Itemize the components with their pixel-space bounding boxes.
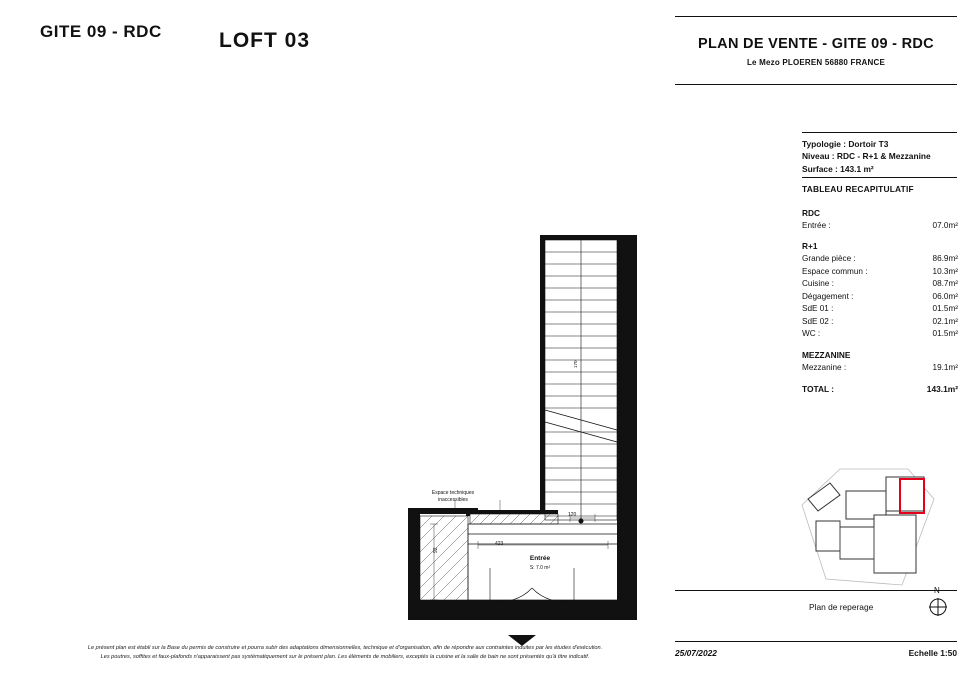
recap-table-title: TABLEAU RECAPITULATIF bbox=[802, 184, 914, 194]
plan-title: PLAN DE VENTE - GITE 09 - RDC bbox=[698, 36, 934, 52]
row-label: Entrée : bbox=[802, 221, 831, 230]
north-label: N bbox=[934, 586, 940, 595]
spacer bbox=[802, 374, 958, 383]
row-label: SdE 01 : bbox=[802, 304, 834, 314]
section-heading-r1: R+1 bbox=[802, 241, 818, 252]
row-value: 10.3m² bbox=[932, 266, 958, 276]
row-value: 08.7m² bbox=[932, 279, 958, 289]
table-row bbox=[802, 303, 958, 315]
row-value: 06.0m² bbox=[932, 291, 958, 301]
row-value: 01.5m² bbox=[932, 329, 958, 339]
right-info-panel bbox=[672, 0, 978, 676]
footnote-line-1: Le présent plan est établi sur la Base du permis de construire et pourra subir des adaptations dimensionnelles, technique et d'organisation, afin de répondre aux contraintes induites par les études d'exécution. bbox=[87, 645, 603, 651]
table-row bbox=[802, 266, 958, 278]
divider-info-bottom bbox=[802, 177, 957, 178]
row-label: SdE 02 : bbox=[802, 316, 834, 326]
dimension-stair: 170 bbox=[573, 360, 578, 368]
table-row-total bbox=[802, 383, 958, 396]
spacer bbox=[802, 232, 958, 241]
legal-footnote bbox=[50, 644, 640, 661]
divider-locator bbox=[675, 590, 957, 591]
info-surface: Surface : 143.1 m² bbox=[802, 163, 874, 174]
row-value: 19.1m² bbox=[932, 362, 958, 372]
table-row bbox=[802, 316, 958, 328]
row-value: 01.5m² bbox=[932, 304, 958, 314]
page-title-gite: GITE 09 - RDC bbox=[40, 22, 162, 41]
table-row bbox=[802, 253, 958, 265]
dimension-120: 120 bbox=[568, 512, 577, 518]
label-technical-space: Espace techniques inaccessibles bbox=[431, 490, 475, 503]
label-entree: Entrée bbox=[529, 555, 551, 562]
spacer bbox=[802, 341, 958, 350]
section-heading-rdc: RDC bbox=[802, 208, 820, 218]
plan-subtitle: Le Mezo PLOEREN 56880 FRANCE bbox=[746, 58, 886, 67]
locator-site-map bbox=[782, 455, 972, 605]
table-row bbox=[802, 278, 958, 290]
row-label: Cuisine : bbox=[802, 279, 834, 289]
table-row bbox=[802, 362, 958, 374]
total-label: TOTAL : bbox=[802, 384, 835, 395]
north-arrow-icon bbox=[927, 596, 949, 618]
row-value: 07.0m² bbox=[932, 221, 958, 230]
row-label: Dégagement : bbox=[802, 291, 854, 301]
dimension-423: 423 bbox=[495, 541, 504, 547]
page-title-loft: LOFT 03 bbox=[219, 29, 311, 52]
divider-info-top bbox=[802, 132, 957, 133]
table-row bbox=[802, 328, 958, 340]
row-label: WC : bbox=[802, 329, 821, 339]
dimension-left: 92 bbox=[433, 547, 439, 553]
info-typologie: Typologie : Dortoir T3 bbox=[802, 139, 889, 149]
divider-bottom bbox=[675, 641, 957, 642]
row-label: Grande pièce : bbox=[802, 254, 856, 264]
row-value: 02.1m² bbox=[932, 316, 958, 326]
divider-under-title bbox=[675, 84, 957, 85]
row-value: 86.9m² bbox=[932, 254, 958, 264]
label-entree-surface: S: 7.0 m² bbox=[529, 565, 551, 571]
project-info-block bbox=[802, 138, 962, 175]
plan-scale: Echelle 1:50 bbox=[908, 648, 957, 658]
info-niveau: Niveau : RDC - R+1 & Mezzanine bbox=[802, 151, 931, 162]
table-row bbox=[802, 291, 958, 303]
plan-annotations bbox=[370, 225, 650, 635]
locator-caption: Plan de reperage bbox=[809, 602, 874, 612]
row-label: Mezzanine : bbox=[802, 362, 847, 372]
plan-date: 25/07/2022 bbox=[675, 648, 717, 658]
footnote-line-2: Les poutres, soffites et faux-plafonds n'apparaissent pas systématiquement sur le présent plan. Les éléments de mobiliers, exceptés la cuisine et la salle de bain ne sont présentés qu'à titre indicatif. bbox=[100, 653, 590, 660]
table-row bbox=[802, 220, 958, 232]
row-label: Espace commun : bbox=[802, 266, 868, 276]
section-heading-mezzanine: MEZZANINE bbox=[802, 349, 851, 360]
divider-top bbox=[675, 16, 957, 17]
total-value: 143.1m² bbox=[926, 384, 958, 395]
surface-table bbox=[802, 208, 958, 396]
